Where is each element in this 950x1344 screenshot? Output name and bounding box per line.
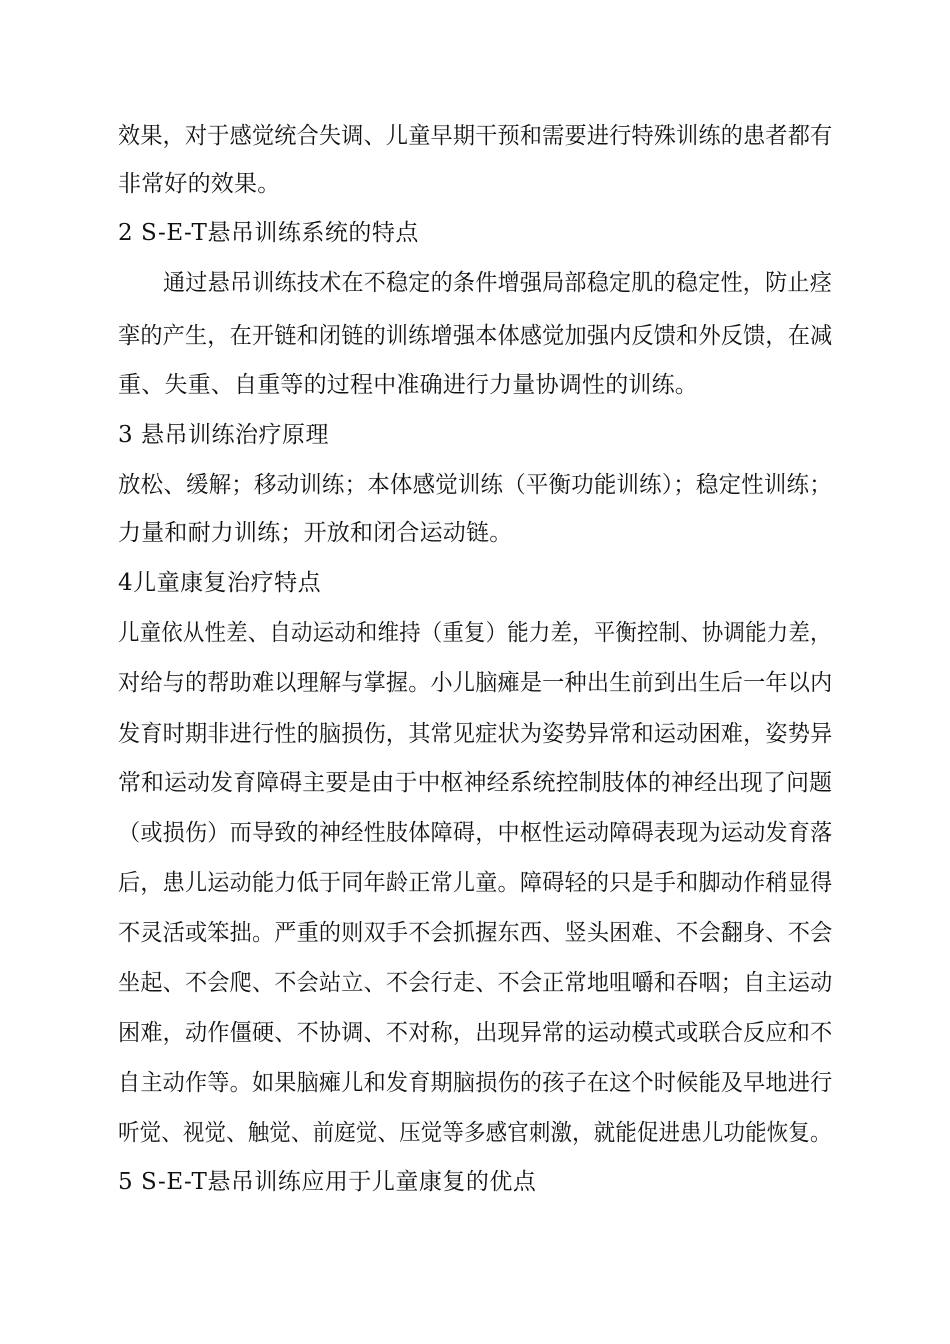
section-heading-4: 4儿童康复治疗特点 bbox=[118, 570, 322, 596]
body-line: 常和运动发育障碍主要是由于中枢神经系统控制肢体的神经出现了问题 bbox=[118, 770, 833, 796]
body-line: 自主动作等。如果脑瘫儿和发育期脑损伤的孩子在这个时候能及早地进行 bbox=[118, 1070, 833, 1096]
body-line: 非常好的效果。 bbox=[118, 171, 281, 197]
body-line: 听觉、视觉、触觉、前庭觉、压觉等多感官刺激，就能促进患儿功能恢复。 bbox=[118, 1120, 832, 1146]
body-line: 对给与的帮助难以理解与掌握。小儿脑瘫是一种出生前到出生后一年以内 bbox=[118, 670, 833, 696]
body-line: 不灵活或笨拙。严重的则双手不会抓握东西、竖头困难、不会翻身、不会 bbox=[118, 920, 833, 946]
body-line: 困难，动作僵硬、不协调、不对称，出现异常的运动模式或联合反应和不 bbox=[118, 1020, 833, 1046]
body-line: 放松、缓解；移动训练；本体感觉训练（平衡功能训练）；稳定性训练； bbox=[118, 472, 832, 498]
body-line: 效果，对于感觉统合失调、儿童早期干预和需要进行特殊训练的患者都有 bbox=[118, 123, 833, 149]
section-heading-2: 2 S-E-T悬吊训练系统的特点 bbox=[118, 220, 419, 246]
body-line: 挛的产生，在开链和闭链的训练增强本体感觉加强内反馈和外反馈，在减 bbox=[118, 323, 833, 349]
body-line: 发育时期非进行性的脑损伤，其常见症状为姿势异常和运动困难，姿势异 bbox=[118, 721, 833, 747]
section-heading-5: 5 S-E-T悬吊训练应用于儿童康复的优点 bbox=[118, 1169, 537, 1195]
body-line: 后，患儿运动能力低于同年龄正常儿童。障碍轻的只是手和脚动作稍显得 bbox=[118, 870, 833, 896]
body-line: 力量和耐力训练；开放和闭合运动链。 bbox=[118, 520, 513, 546]
body-line: 重、失重、自重等的过程中准确进行力量协调性的训练。 bbox=[118, 372, 698, 398]
body-line: 儿童依从性差、自动运动和维持（重复）能力差，平衡控制、协调能力差， bbox=[118, 620, 832, 646]
body-line: 坐起、不会爬、不会站立、不会行走、不会正常地咀嚼和吞咽；自主运动 bbox=[118, 970, 833, 996]
body-line: 通过悬吊训练技术在不稳定的条件增强局部稳定肌的稳定性，防止痉 bbox=[163, 270, 832, 296]
body-line: （或损伤）而导致的神经性肢体障碍，中枢性运动障碍表现为运动发育落 bbox=[118, 820, 833, 846]
section-heading-3: 3 悬吊训练治疗原理 bbox=[118, 422, 329, 448]
